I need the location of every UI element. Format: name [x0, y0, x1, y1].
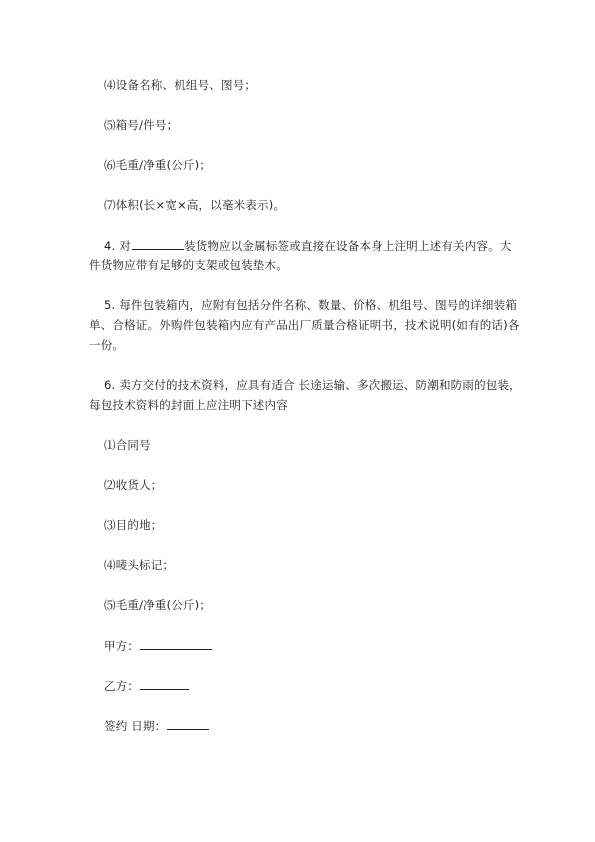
fill-in-blank: [132, 238, 184, 250]
list-item: ⑸箱号/件号；: [104, 118, 179, 132]
paragraph-4-prefix: 4. 对: [104, 239, 131, 253]
party-b-blank: [140, 678, 189, 690]
list-item: ⑸毛重/净重(公斤)；: [104, 598, 212, 612]
paragraph-6-line-2: 每包技术资料的封面上应注明下述内容: [89, 398, 288, 412]
party-a-blank: [140, 638, 212, 650]
list-item: ⑺体积(长×宽×高，以毫米表示)。: [104, 198, 286, 212]
paragraph-5-line-3: 一份。: [89, 338, 125, 352]
list-item: ⑹毛重/净重(公斤)；: [104, 158, 212, 172]
paragraph-6-line-1: 6. 卖方交付的技术资料，应具有适合 长途运输、多次搬运、防潮和防雨的包装，: [104, 378, 521, 392]
party-a-label: 甲方：: [104, 639, 140, 653]
list-item: ⑶目的地；: [104, 518, 163, 532]
party-b-line: [104, 678, 189, 693]
list-item: ⑷唛头标记；: [104, 558, 175, 572]
sign-date-line: [104, 718, 209, 733]
list-item: ⑵收货人；: [104, 478, 163, 492]
paragraph-4-suffix: 装货物应以金属标签或直接在设备本身上注明上述有关内容。大: [183, 239, 512, 253]
party-b-label: 乙方：: [104, 679, 140, 693]
list-item: ⑴合同号: [104, 438, 151, 452]
party-a-line: [104, 638, 212, 653]
list-item: ⑷设备名称、机组号、图号；: [104, 78, 257, 92]
paragraph-4-line-2: 件货物应带有足够的支架或包装垫木。: [89, 258, 288, 272]
paragraph-4-line-1: [104, 238, 512, 253]
sign-date-blank: [167, 718, 209, 730]
paragraph-5-line-1: 5. 每件包装箱内，应附有包括分件名称、数量、价格、机组号、图号的详细装箱: [104, 298, 518, 312]
sign-date-label: 签约 日期：: [104, 719, 167, 733]
paragraph-5-line-2: 单、合格证。外购件包装箱内应有产品出厂质量合格证明书，技术说明(如有的话)各: [89, 318, 520, 332]
